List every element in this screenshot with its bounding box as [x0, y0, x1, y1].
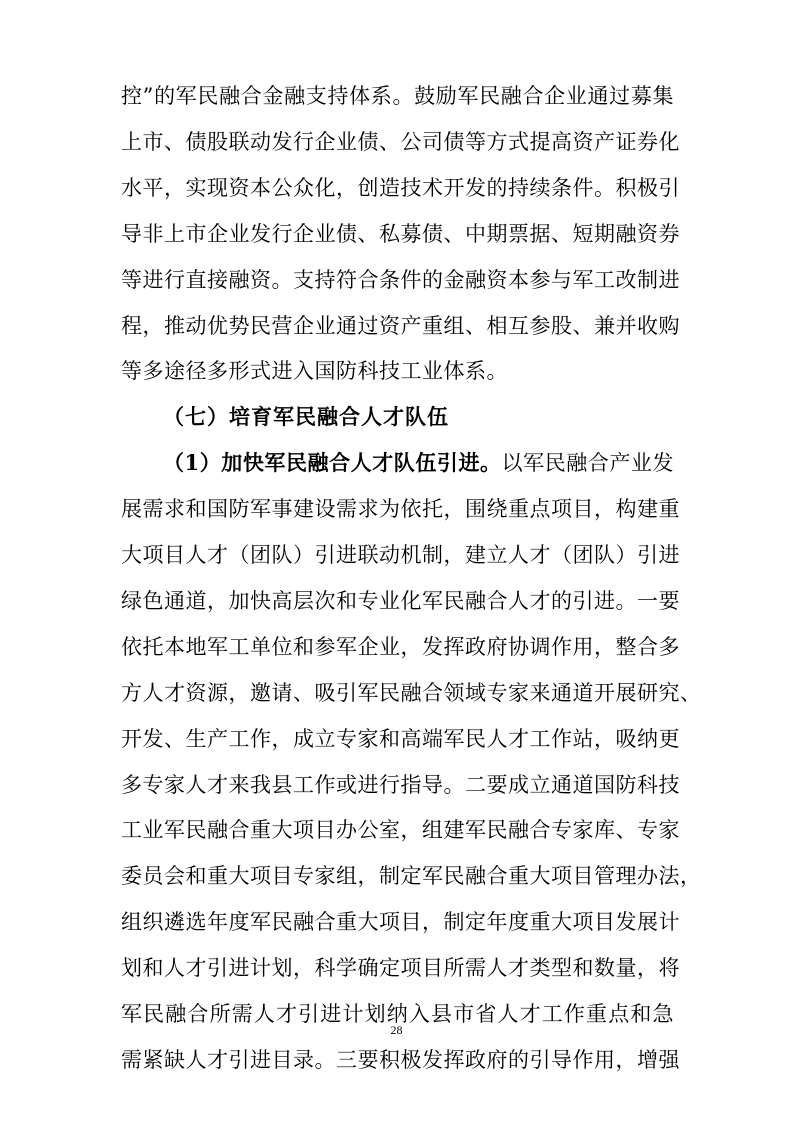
body-line: 多专家人才来我县工作或进行指导。二要成立通道国防科技	[121, 772, 680, 797]
body-line: 上市、债股联动发行企业债、公司债等方式提高资产证券化	[121, 129, 680, 154]
body-line: 组织遴选年度军民融合重大项目，制定年度重大项目发展计	[121, 910, 680, 935]
subsection-lead-line	[163, 441, 674, 485]
body-line: 水平，实现资本公众化，创造技术开发的持续条件。积极引	[121, 175, 680, 200]
body-line: 委员会和重大项目专家组，制定军民融合重大项目管理办法，	[121, 864, 702, 889]
subsection-title: （1）加快军民融合人才队伍引进。	[163, 450, 502, 476]
body-line: 划和人才引进计划，科学确定项目所需人才类型和数量，将	[121, 956, 680, 981]
body-line: 展需求和国防军事建设需求为依托，围绕重点项目，构建重	[121, 497, 680, 522]
body-line: 等进行直接融资。支持符合条件的金融资本参与军工改制进	[121, 267, 680, 292]
body-line: 导非上市企业发行企业债、私募债、中期票据、短期融资券	[121, 221, 680, 246]
page-number: 28	[390, 1023, 403, 1037]
body-line: 依托本地军工单位和参军企业，发挥政府协调作用，整合多	[121, 634, 680, 659]
body-line: 等多途径多形式进入国防科技工业体系。	[121, 359, 508, 384]
body-line: 军民融合所需人才引进计划纳入县市省人才工作重点和急	[121, 1002, 674, 1026]
body-line: 工业军民融合重大项目办公室，组建军民融合专家库、专家	[121, 818, 680, 843]
body-line: 绿色通道，加快高层次和专业化军民融合人才的引进。一要	[121, 588, 680, 613]
section-heading: （七）培育军民融合人才队伍	[163, 404, 449, 430]
body-line: 控”的军民融合金融支持体系。鼓励军民融合企业通过募集	[121, 84, 674, 108]
body-line: 需紧缺人才引进目录。三要积极发挥政府的引导作用，增强	[121, 1047, 680, 1072]
body-line: 方人才资源，邀请、吸引军民融合领域专家来通道开展研究、	[121, 680, 702, 705]
subsection-lead-text: 以军民融合产业发	[501, 451, 674, 476]
body-line: 大项目人才（团队）引进联动机制，建立人才（团队）引进	[121, 543, 680, 567]
body-line: 程，推动优势民营企业通过资产重组、相互参股、兼并收购	[121, 313, 680, 338]
body-line: 开发、生产工作，成立专家和高端军民人才工作站，吸纳更	[121, 726, 680, 751]
